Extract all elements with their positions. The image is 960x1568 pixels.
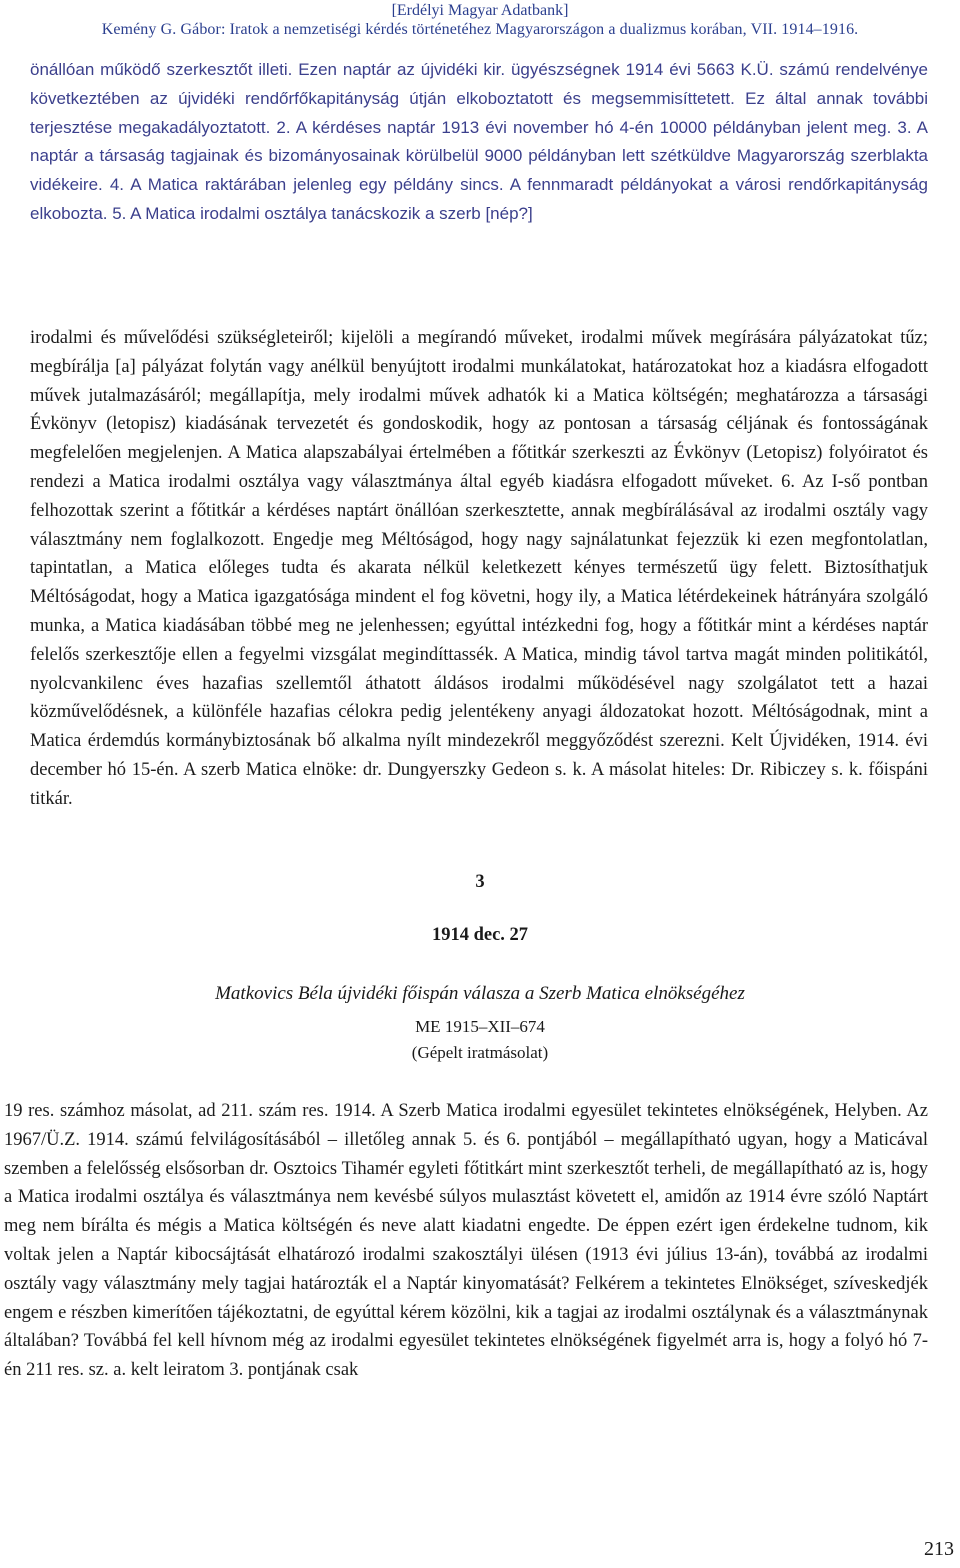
book-title: Kemény G. Gábor: Iratok a nemzetiségi kérdés történetéhez Magyarországon a dualizmus korában, VII. 1914–1916. bbox=[101, 21, 859, 38]
paragraph-body: irodalmi és művelődési szükségleteiről; kijelöli a megírandó műveket, irodalmi művek megírására pályázatokat tűz; megbírálja [a] pályázat folytán vagy anélkül benyújtott irodalmi munkálatokat, határozatokat hoz a kiadásra elfogadott művek jutalmazásáról; megállapítja, mely irodalmi művek adhatók ki a Matica költségén; meghatározza a társasági Évkönyv (letopisz) kiadásának tervezetét és gondoskodik, hogy az pontosan a társaság céljának és fontosságának megfelelően megjelenjen. A Matica alapszabályai értelmében a főtitkár szerkeszti az Évkönyv (Letopisz) folyóiratot és rendezi a Matica irodalmi osztálya vagy választmánya által egyéb kiadásra elfogadott műveket. 6. Az I-ső pontban felhozottak szerint a főtitkár a kérdéses naptárt önállóan szerkesztette, annak megbírálásával az irodalmi osztály vagy választmány nem foglalkozott. Engedje meg Méltóságod, hogy nagy sajnálatunkat fejezzük ki ezen megfontolatlan, tapintatlan, a Matica előleges tudta és akarata nélkül keletkezett kényes természetű ügy felett. Biztosíthatjuk Méltóságodat, hogy a Matica igazgatósága mindent el fog követni, hogy ily, a Matica létérdekeinek hátrányára szolgáló munka, a Matica kiadásában többé meg ne jelenhessen; egyúttal intézkedni fog, hogy a főtitkár mint a kérdéses naptár felelős szerkesztője ellen a fegyelmi vizsgálat megindíttassék. A Matica, mindig távol tartva magát minden politikától, nyolcvankilenc éves hazafias szellemtől áthatott áldásos irodalmi működésével nagy szolgálatot tett a hazai közművelődésnek, a különféle hazafias célokra pedig jelentékeny anyagi áldozatokat hozott. Méltóságodnak, mint a Matica érdemdús kormánybiztosának bő alkalma nyílt mindezekről meggyőződést szerezni. Kelt Újvidéken, 1914. évi december hó 15-én. A szerb Matica elnöke: dr. Dungyerszky Gedeon s. k. A másolat hiteles: Dr. Ribiczey s. k. főispáni titkár. bbox=[30, 328, 928, 809]
document-type: (Gépelt iratmásolat) bbox=[411, 1043, 549, 1062]
paragraph-continuation: önállóan működő szerkesztőt illeti. Ezen naptár az újvidéki kir. ügyészségnek 1914 évi 5663 K.Ü. számú rendelvénye következtében az újvidéki rendőrfőkapitányság útján elkoboztatott és megsemmisíttetett. Ez által annak további terjesztése megakadályoztatott. 2. A kérdéses naptár 1913 évi november hó 4-én 10000 példányban jelent meg. 3. A naptár a társaság tagjainak és bizományosainak körülbelül 9000 példányban lett szétküldve Magyarország szerblakta vidékeire. 4. A Matica raktárában jelenleg egy példány sincs. A fennmaradt példányokat a városi rendőrkapitányság elkobozta. 5. A Matica irodalmi osztálya tanácskozik a szerb [nép?] bbox=[30, 60, 928, 223]
document-body: 19 res. számhoz másolat, ad 211. szám res. 1914. A Szerb Matica irodalmi egyesület tekintetes elnökségének, Helyben. Az 1967/Ü.Z. 1914. számú felvilágosításából – illetőleg annak 5. és 6. pontjából – megállapítható ugyan, hogy a Maticával szemben a felelősség elsősorban dr. Osztoics Tihamér egyleti főtitkárt mint szerkesztőt terheli, de megállapítható az is, hogy a Matica irodalmi osztálya és választmánya nem kevésbé súlyos mulasztást követett el, amidőn az 1914 évre szóló Naptárt meg nem bírálta és mégis a Matica költségén és neve alatt kiadatni engedte. De éppen ezért igen érdekelne tudnom, kik voltak jelen a Naptár kibocsájtását elhatározó irodalmi szakosztályi ülésen (1913 évi július 13-án), továbbá az irodalmi osztály vagy választmány mely tagjai határozták el a Naptár kinyomatását? Felkérem a tekintetes Elnökséget, szíveskedjék engem e részben kimerítően tájékoztatni, de egyúttal kérem közölni, kik a tagjai az irodalmi osztálynak és a választmánynak általában? Továbbá fel kell hívnom még az irodalmi egyesület tekintetes elnökségének figyelmét arra is, hogy a folyó hó 7-én 211 res. sz. a. kelt leiratom 3. pontjának csak bbox=[4, 1101, 928, 1381]
document-reference: ME 1915–XII–674 bbox=[415, 1017, 545, 1036]
source-title: [Erdélyi Magyar Adatbank] bbox=[391, 2, 569, 19]
document-date: 1914 dec. 27 bbox=[431, 925, 529, 945]
document-number: 3 bbox=[475, 872, 485, 892]
page-header bbox=[0, 0, 960, 39]
document-title: Matkovics Béla újvidéki főispán válasza a Szerb Matica elnökségéhez bbox=[215, 983, 745, 1004]
page-number: 213 bbox=[924, 1538, 954, 1560]
